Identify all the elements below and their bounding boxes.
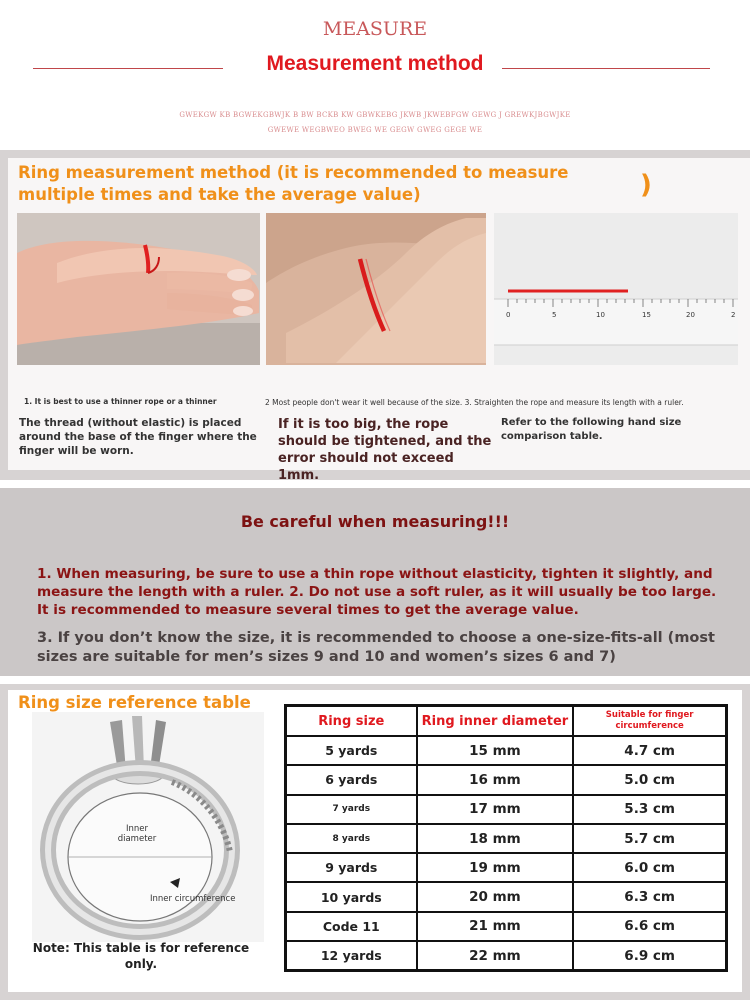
table-cell-circumference: 6.6 cm — [573, 912, 726, 941]
table-row — [286, 941, 726, 970]
table-cell-size: 6 yards — [286, 765, 417, 794]
table-cell-diameter: 17 mm — [417, 795, 574, 824]
table-row — [286, 824, 726, 853]
careful-paragraph-2: 3. If you don’t know the size, it is recommended to choose a one-size-fits-all (most sizes are suitable for men’s sizes 9 and 10 and women’s sizes 6 and 7) — [37, 630, 715, 665]
table-row — [286, 795, 726, 824]
table-cell-diameter: 21 mm — [417, 912, 574, 941]
method-title: Ring measurement method (it is recommended to measure multiple times and take the average value) — [18, 163, 569, 204]
careful-title: Be careful when measuring!!! — [240, 512, 510, 531]
page-title: Measurement method — [266, 52, 484, 75]
reference-note: Note: This table is for reference only. — [32, 941, 250, 971]
table-row — [286, 882, 726, 911]
table-cell-circumference: 4.7 cm — [573, 736, 726, 765]
ring-illustration — [32, 712, 264, 942]
photo-ruler — [494, 213, 738, 365]
caption-tighten: If it is too big, the rope should be tightened, and the error should not exceed 1mm. — [278, 417, 492, 483]
method-panel — [8, 158, 750, 483]
reference-section — [0, 684, 750, 1000]
table-cell-size: 8 yards — [286, 824, 417, 853]
table-cell-diameter: 16 mm — [417, 765, 574, 794]
table-cell-circumference: 6.9 cm — [573, 941, 726, 970]
table-cell-circumference: 5.3 cm — [573, 795, 726, 824]
ruler-tick-label: 15 — [642, 311, 651, 319]
table-cell-size: Code 11 — [286, 912, 417, 941]
decorative-text-line-1: GWEKGW KB BGWEKGBWJK B BW BCKB KW GBWKEBG JKWB JKWEBFGW GEWG J GREWKJBGWJKE — [179, 111, 571, 119]
ruler-tick-label: 2 — [731, 311, 736, 319]
photo-finger-closeup — [266, 213, 486, 365]
table-row — [286, 765, 726, 794]
title-divider-right — [502, 68, 710, 69]
ruler-tick-label: 0 — [506, 311, 511, 319]
ruler-tick-label: 5 — [552, 311, 557, 319]
decorative-text-line-2: GWEWE WEGBWEO BWEG WE GEGW GWEG GEGE WE — [267, 126, 483, 134]
table-row — [286, 853, 726, 882]
table-header-cell: Suitable for finger circumference — [573, 706, 726, 736]
label-inner-circumference: Inner circumference — [150, 894, 236, 904]
ruler-tick-label: 10 — [596, 311, 605, 319]
caption-small-2: 2 Most people don't wear it well because of the size. 3. Straighten the rope and measure its length with a ruler. — [265, 398, 684, 407]
table-header-cell: Ring inner diameter — [417, 706, 574, 736]
table-cell-circumference: 5.7 cm — [573, 824, 726, 853]
label-inner-diameter: Inner diameter — [117, 824, 157, 844]
careful-section — [0, 488, 750, 676]
table-cell-diameter: 15 mm — [417, 736, 574, 765]
header — [0, 0, 750, 150]
table-cell-size: 9 yards — [286, 853, 417, 882]
measure-word: MEASURE — [322, 18, 428, 40]
table-cell-diameter: 20 mm — [417, 882, 574, 911]
photo-hand-thread — [17, 213, 260, 365]
title-row — [0, 52, 750, 82]
table-row — [286, 736, 726, 765]
table-cell-diameter: 18 mm — [417, 824, 574, 853]
table-cell-diameter: 22 mm — [417, 941, 574, 970]
table-header-row — [286, 706, 726, 736]
size-table — [284, 704, 728, 972]
method-title-paren: ) — [640, 170, 652, 200]
table-cell-size: 5 yards — [286, 736, 417, 765]
table-cell-size: 7 yards — [286, 795, 417, 824]
caption-small-1: 1. It is best to use a thinner rope or a thinner — [24, 397, 217, 406]
ruler-tick-label: 20 — [686, 311, 695, 319]
careful-paragraph-1: 1. When measuring, be sure to use a thin rope without elasticity, tighten it slightly, and measure the length with a ruler. 2. Do not use a soft ruler, as it will usually be too large. It is recommended to measure several times to get the average value. — [37, 566, 717, 618]
table-cell-circumference: 5.0 cm — [573, 765, 726, 794]
table-row — [286, 912, 726, 941]
table-cell-size: 12 yards — [286, 941, 417, 970]
method-section — [0, 150, 750, 483]
reference-title: Ring size reference table — [18, 693, 251, 712]
caption-thread: The thread (without elastic) is placed around the base of the finger where the finger will be worn. — [19, 417, 257, 457]
table-cell-circumference: 6.3 cm — [573, 882, 726, 911]
table-cell-diameter: 19 mm — [417, 853, 574, 882]
table-header-cell: Ring size — [286, 706, 417, 736]
reference-panel — [8, 690, 742, 992]
table-cell-circumference: 6.0 cm — [573, 853, 726, 882]
table-cell-size: 10 yards — [286, 882, 417, 911]
caption-refer: Refer to the following hand size comparison table. — [501, 417, 682, 442]
